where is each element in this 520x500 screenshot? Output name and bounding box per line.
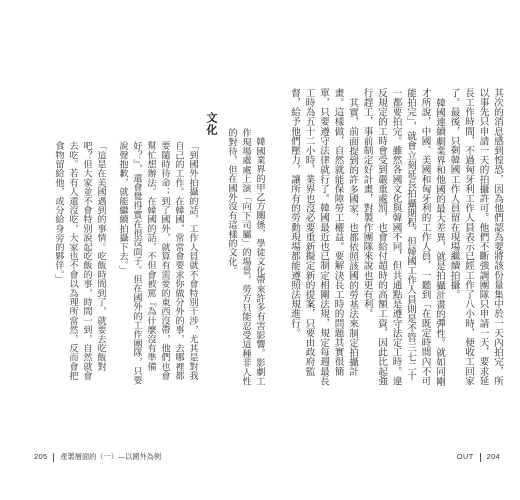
page-number: 205 — [34, 452, 48, 461]
right-page-footer — [457, 452, 500, 462]
right-page — [262, 0, 520, 500]
section-heading: 文化 — [205, 112, 218, 136]
body-paragraph: 其次的消息感到惶恐，因為他們認為要將該份量集中於一天內拍完，所以事先只申請一天的拍攝許可。他們不斷強調團隊只申請一天，要求延長工作時間，不過匈牙利工作人員表示已經工作了八小時，便收工回家了。最後，只剩韓國工作人員留在現場繼續拍攝。 — [448, 88, 503, 386]
interview-quote: 「到國外拍攝的話，工作人員就不會特別干涉，尤其是對我自己的工作。在韓國，常常會要求你做分外的事，去哪裡都要隨時待命；到了國外，就算有需要的東西沒帶，他們也會幫忙想辦法。在韓國的話，不但會被罵『為什麼沒有準備好？』，還會覺得實在很沒面子。但在國外的工作團隊，只要說聲抱歉，就能繼續拍攝下去。」 — [117, 141, 198, 385]
footer-divider — [53, 453, 54, 462]
left-page-text-block — [40, 112, 266, 386]
body-paragraph: 韓國連續劇業界和他國的最大差異，就是拍攝計畫的彈性。就如同剛才所說，中國、美國和匈牙利的工作人員，一聽到「在既定時間內不可能拍完」，就會立刻延長拍攝期程，但韓國工作人員則是不管三七二十一都要拍完。雖然各國文化與韓國不同，但共通點是遵守法定工時。違反規定的工時會受到嚴重處罰，也會給付超時的高額工資，因此比起強行趕工，事前制定好計畫，對製作團隊來說也更有利。 — [361, 88, 445, 386]
body-paragraph: 韓國業界的甲乙方關係，學徒文化帶來許多有害影響。影劇工作現場處處上演「向下司屬」的場景，勞方只能忍受這種非人性的對待，但在國外沒有這樣的文化。 — [226, 128, 265, 386]
interview-quote: 「這是在美國遇到的事情。吃飯時間到了，就要去吃飯對吧？但大家並不會特別說起吃飯的事，時間一到，自然就會去吃。若有人還沒吃，大家也不會以為理所當然，反而會把食物留給他，或分給身旁的夥伴。」 — [53, 141, 106, 381]
footer-divider — [480, 453, 481, 462]
running-head: OUT — [456, 452, 474, 461]
page-number: 204 — [486, 452, 500, 461]
running-head: 產製層面的（一）—以國外為例 — [60, 452, 162, 461]
body-paragraph: 其實，前面提到的許多國家，也都依照該國的勞基法來制定拍攝計畫。這樣做，自然就能保障勞工權益。要解決長工時的問題其實很簡單，只要遵守法律就行了。韓國最近也已制定相關法規，規定每週最長工時為五十二小時，業界也沒必要重新擬定新的提案，只要由政府監督，給予他們壓力，讓所有的勞動現場都能遵照法規進行。 — [289, 88, 358, 386]
left-page-footer — [34, 452, 161, 462]
right-page-text-block — [272, 88, 504, 386]
